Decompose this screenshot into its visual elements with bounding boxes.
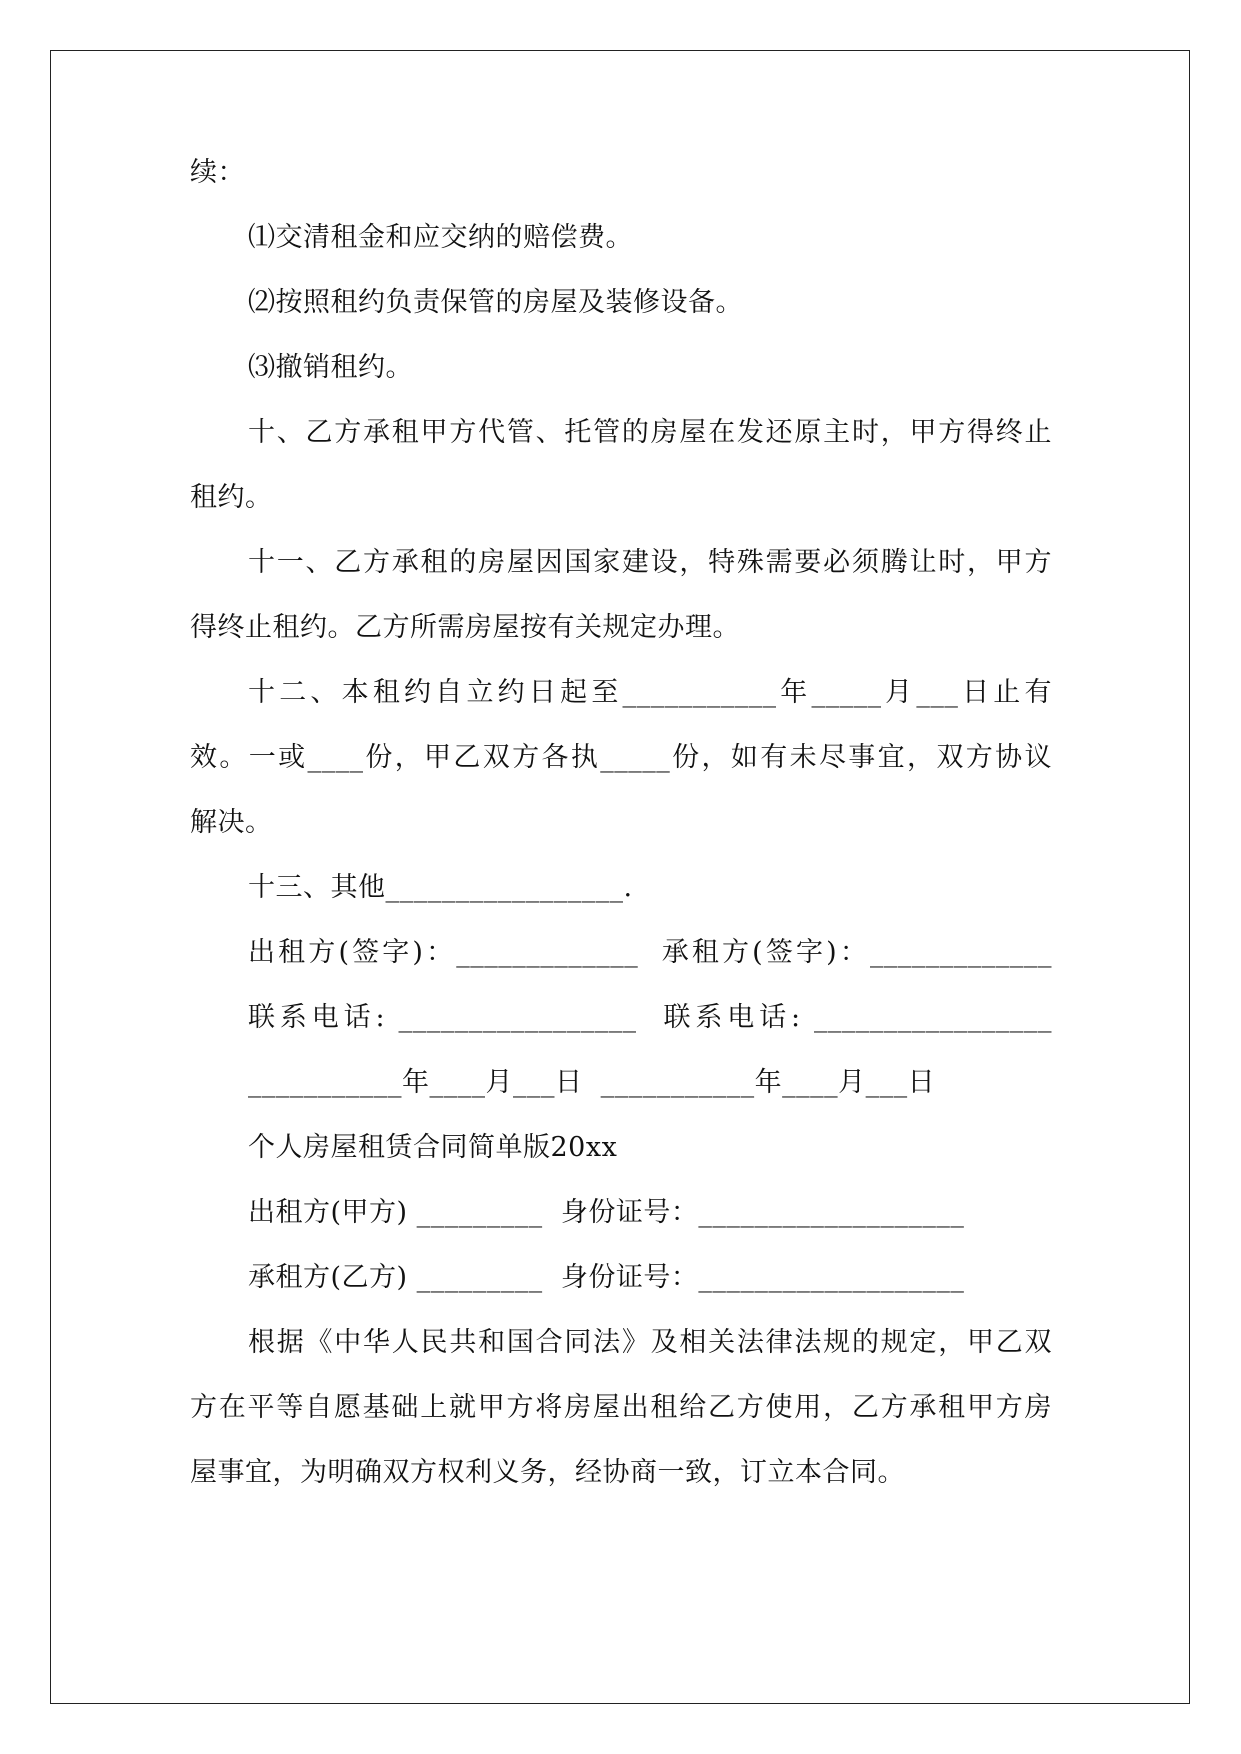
document-body bbox=[190, 140, 1052, 1505]
text-line: ⑴交清租金和应交纳的赔偿费。 bbox=[248, 222, 633, 253]
signature-line-lessor-lessee: 出租方(签字)：_____________ 承租方(签字)：_____________ bbox=[248, 937, 1052, 968]
contact-phone-line: 联系电话: _________________ 联系电话: _________________ bbox=[248, 1002, 1052, 1033]
text-line: 十一、乙方承租的房屋因国家建设，特殊需要必须腾让时，甲方 bbox=[248, 547, 1052, 578]
text-line: 十三、其他_________________. bbox=[248, 872, 633, 903]
text-line: 租约。 bbox=[190, 482, 273, 513]
text-line: 续： bbox=[190, 157, 245, 188]
text-line: ⑵按照租约负责保管的房屋及装修设备。 bbox=[248, 287, 743, 318]
text-line: 十、乙方承租甲方代管、托管的房屋在发还原主时，甲方得终止 bbox=[248, 417, 1052, 448]
text-line: 屋事宜，为明确双方权利义务，经协商一致，订立本合同。 bbox=[190, 1457, 905, 1488]
party-a-line: 出租方(甲方) _________ 身份证号：___________________ bbox=[248, 1197, 965, 1228]
text-line: 十二、本租约自立约日起至___________年_____月___日止有 bbox=[248, 677, 1052, 708]
text-line: 根据《中华人民共和国合同法》及相关法律法规的规定，甲乙双 bbox=[248, 1327, 1052, 1358]
section-title: 个人房屋租赁合同简单版20xx bbox=[248, 1132, 618, 1163]
text-line: 得终止租约。乙方所需房屋按有关规定办理。 bbox=[190, 612, 740, 643]
text-line: ⑶撤销租约。 bbox=[248, 352, 413, 383]
text-line: 效。一或____份，甲乙双方各执_____份，如有未尽事宜，双方协议 bbox=[190, 742, 1052, 773]
text-line: 解决。 bbox=[190, 807, 273, 838]
text-line: 方在平等自愿基础上就甲方将房屋出租给乙方使用，乙方承租甲方房 bbox=[190, 1392, 1052, 1423]
party-b-line: 承租方(乙方) _________ 身份证号：___________________ bbox=[248, 1262, 965, 1293]
date-line: ___________年____月___日 ___________年____月___日 bbox=[248, 1067, 936, 1098]
